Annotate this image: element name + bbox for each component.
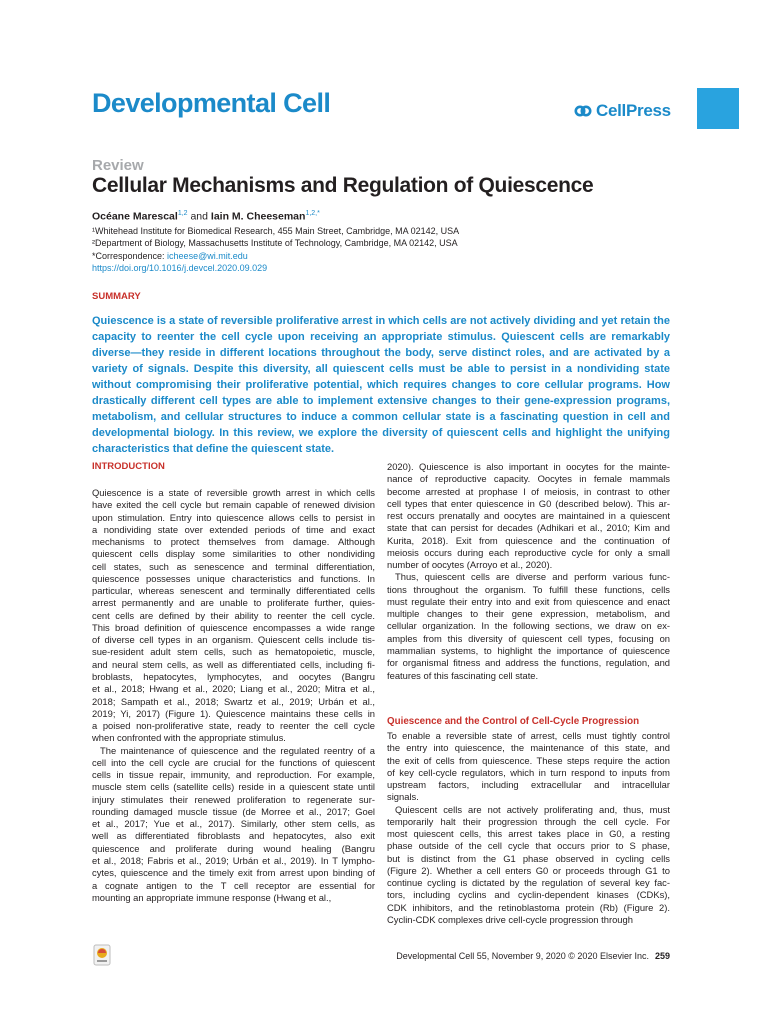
text-line: rest occurs prenatally and oocytes are maintained in a quiescent — [387, 510, 670, 522]
text-line: temporarily halt their progression through the cell cycle. For — [387, 815, 670, 827]
text-line: This broad definition of quiescence encompasses a wide range — [92, 621, 375, 633]
summary-line: Quiescence is a state of reversible proliferative arrest in which cells are not actively dividing and yet retain the — [92, 315, 670, 327]
summary-line: characteristics that define the quiescent state. — [92, 443, 335, 455]
text-line: meiosis occurs during each reproductive cycle for only a small — [387, 546, 670, 558]
text-line: tors, including cyclins and cyclin-dependent kinases (CDKs), — [387, 889, 670, 901]
text-line: well as differentiated fibroblasts and hepatocytes, also exit — [92, 830, 375, 842]
email-link[interactable]: icheese@wi.mit.edu — [167, 251, 248, 261]
author-separator: and — [187, 210, 211, 223]
text-line: et al., 2017; Yue et al., 2017). Similarly, other stem cells, as — [92, 818, 375, 830]
journal-title: Developmental Cell — [92, 88, 331, 118]
right-column-text — [387, 461, 670, 682]
text-line: upon stimulation. Entry into quiescence allows cells to persist in — [92, 511, 375, 523]
text-line: number of oocytes (Arroyo et al., 2020). — [387, 559, 553, 571]
summary-line: variety of signals. Despite this diversity, all quiescent cells must be able to persist in a nondividing state — [92, 363, 670, 375]
author-list — [92, 210, 320, 223]
text-line: cells in tissue repair, immunity, and reproduction. For example, — [92, 769, 375, 781]
text-line: mammalian systems, to highlight the importance of quiescence — [387, 644, 670, 656]
check-for-updates-icon[interactable] — [93, 944, 111, 966]
author-superscript: 1,2 — [177, 210, 188, 217]
text-line: quiescence possesses unique characteristics and functions. In — [92, 572, 375, 584]
section-subheading: Quiescence and the Control of Cell-Cycle Progression — [387, 716, 640, 727]
right-column-text-continued — [387, 730, 670, 926]
article-title: Cellular Mechanisms and Regulation of Quiescence — [92, 174, 594, 197]
text-line: cell types that enter quiescence in G0 (described below). This ar- — [387, 497, 670, 509]
text-line: become arrested at prophase I of meiosis, in contrast to other — [387, 485, 670, 497]
text-line: features of this fascinating cell state. — [387, 669, 539, 681]
text-line: 2019; Yi, 2017) (Figure 1). Quiescence maintains these cells in — [92, 707, 375, 719]
text-line: mechanisms to protect themselves from damage. Although — [92, 536, 375, 548]
page-number: 259 — [654, 951, 670, 961]
text-line: To enable a reversible state of arrest, cells must tightly control — [387, 730, 670, 741]
text-line: for organismal fitness and address the functions, regulation, and — [387, 657, 670, 669]
left-column-text — [92, 487, 375, 904]
author-name[interactable]: Iain M. Cheeseman — [210, 210, 306, 223]
text-line: the entry into quiescence, the maintenance of this state, and — [387, 742, 670, 754]
summary-line: without compromising their proliferative potential, which requires changes to core cellular programs. How — [92, 379, 670, 391]
text-line: quiescent cells display some similarities to other nondividing — [92, 548, 375, 560]
summary-text — [92, 313, 670, 457]
text-line: sue-resident adult stem cells, such as hematopoietic, muscle, — [92, 646, 375, 658]
text-line: cell into the cell cycle are crucial for the functions of quiescent — [92, 756, 375, 768]
text-line: 2018; Sampath et al., 2018; Swartz et al., 2019; Urbán et al., — [92, 695, 375, 707]
text-line: broblasts, hepatocytes, lymphocytes, and oocytes (Bangru — [92, 670, 375, 682]
section-tab — [697, 88, 739, 129]
summary-line: diverse—they reside in different locations throughout the body, serve distinct roles, and are activated by a — [92, 347, 670, 359]
text-line: The maintenance of quiescence and the regulated reentry of a — [100, 744, 375, 756]
text-line: must regulate their entry into and exit from quiescence and enact — [387, 595, 670, 607]
text-line: have exited the cell cycle but remain capable of renewed division — [92, 499, 375, 511]
text-line: rounding damaged muscle tissue (de Morree et al., 2017; Goel — [92, 805, 375, 817]
text-line: continue cycling is dictated by the regulation of several key fac- — [387, 877, 670, 889]
text-line: cellular organization. In the following sections, we draw on ex- — [387, 620, 670, 632]
doi-link[interactable]: https://doi.org/10.1016/j.devcel.2020.09.029 — [92, 263, 268, 273]
author-name[interactable]: Océane Marescal — [92, 210, 178, 223]
text-line: multiple changes to their gene expression, metabolism, and — [387, 608, 670, 620]
affiliation: ²Department of Biology, Massachusetts Institute of Technology, Cambridge, MA 02142, USA — [92, 238, 458, 248]
correspondence — [92, 250, 248, 262]
text-line: et al., 2018; Hwang et al., 2020; Liang et al., 2020; Mitra et al., — [92, 683, 375, 695]
text-line: Kurita, 2018). Exit from quiescence and the continuation of — [387, 534, 670, 546]
text-line: of diverse cell types in an organism. Quiescent cells include tis- — [92, 634, 375, 646]
publisher-logo — [574, 101, 671, 121]
publisher-name: CellPress — [596, 101, 671, 120]
text-line: but is distinct from the G1 phase observed in cycling cells — [387, 852, 670, 864]
affiliation: ¹Whitehead Institute for Biomedical Research, 455 Main Street, Cambridge, MA 02142, USA — [92, 226, 460, 236]
text-line: when confronted with the appropriate stimulus. — [92, 732, 286, 744]
summary-line: metabolism, and cellular structures to induce a common cellular state is a fascinating question in cell and — [92, 411, 670, 423]
text-line: CDK inhibitors, and the retinoblastoma protein (Rb) (Figure 2). — [387, 901, 670, 913]
text-line: particular, whereas senescent and terminally differentiated cells — [92, 585, 375, 597]
text-line: Thus, quiescent cells are diverse and perform various func- — [395, 571, 670, 583]
correspondence-label: *Correspondence: — [92, 251, 168, 261]
summary-line: developmental biology. In this review, we explore the diversity of quiescent cells and highlight the unifying — [92, 427, 670, 439]
text-line: signals. — [387, 791, 419, 803]
text-line: arrest permanently and are unable to proliferate further, quies- — [92, 597, 375, 609]
text-line: amples from this diversity of quiescent cell types, focusing on — [387, 632, 670, 644]
summary-heading: SUMMARY — [92, 291, 141, 302]
text-line: tions throughout the organism. To fulfill these functions, cells — [387, 583, 670, 595]
text-line: state that can persist for decades (Adhikari et al., 2010; Kim and — [387, 522, 670, 534]
cellpress-icon — [574, 103, 592, 119]
text-line: et al., 2018; Fabris et al., 2019; Urbán et al., 2019). In T lympho- — [92, 854, 375, 866]
introduction-heading: INTRODUCTION — [92, 461, 165, 472]
text-line: Quiescent cells are not actively proliferating and, thus, must — [395, 803, 670, 815]
text-line: a nondividing state over extended periods of time and exact — [92, 523, 375, 535]
text-line: of key cell-cycle regulators, which in turn respond to inputs from — [387, 766, 670, 778]
summary-line: drastically different cell types are able to implement extensive changes to their gene-expression programs, — [92, 395, 670, 407]
article-type: Review — [92, 157, 144, 174]
text-line: (Figure 2). Whether a cell enters G0 or proceeds through G1 to — [387, 864, 670, 876]
text-line: mounting an appropriate immune response (Hwang et al., — [92, 891, 332, 903]
text-line: cytes, quiescence and the timely exit from arrest upon binding of — [92, 867, 375, 879]
text-line: the exit of cells from quiescence. These steps require the action — [387, 754, 670, 766]
text-line: most quiescent cells, this arrest takes place in G0, a resting — [387, 828, 670, 840]
text-line: and neural stem cells, as well as differentiated cells, including fi- — [92, 658, 375, 670]
text-line: cell states, such as senescence and terminal differentiation, — [92, 560, 375, 572]
text-line: muscle stem cells (satellite cells) reside in a quiescent state until — [92, 781, 375, 793]
text-line: a cognate antigen to the T cell receptor are essential for — [92, 879, 375, 891]
text-line: quiescence and proliferate during wound healing (Bangru — [92, 842, 375, 854]
summary-line: capacity to reenter the cell cycle upon receiving an appropriate stimulus. Quiescent cells are remarkably — [92, 331, 670, 343]
page-footer — [396, 951, 670, 961]
text-line: Cyclin-CDK complexes drive cell-cycle progression through — [387, 913, 633, 925]
text-line: cent cells are defined by their ability to reenter the cell cycle. — [92, 609, 375, 621]
text-line: Quiescence is a state of reversible growth arrest in which cells — [92, 487, 375, 498]
text-line: upstream factors, including extracellular and intracellular — [387, 779, 670, 791]
footer-citation: Developmental Cell 55, November 9, 2020 © 2020 Elsevier Inc. — [396, 951, 649, 961]
text-line: nance of reproductive capacity. Oocytes in female mammals — [387, 473, 670, 485]
text-line: injury stimulates their renewed proliferation to regenerate sur- — [92, 793, 375, 805]
text-line: 2020). Quiescence is also important in oocytes for the mainte- — [387, 461, 670, 472]
text-line: a poised non-proliferative state, ready to reenter the cell cycle — [92, 720, 375, 732]
text-line: phase outside of the cell cycle that occurs prior to S phase, — [387, 840, 670, 852]
author-superscript: 1,2,* — [305, 210, 320, 217]
